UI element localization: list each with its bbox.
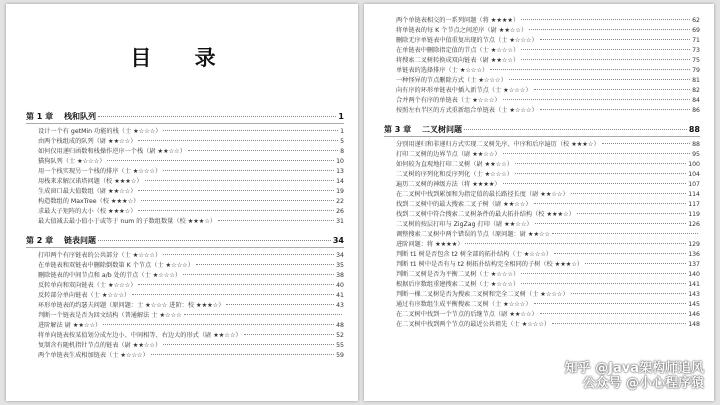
entry-title: 反转单向和双向链表（士 ★☆☆☆） bbox=[38, 282, 137, 289]
entry-page-number: 114 bbox=[688, 191, 700, 198]
leader-dots bbox=[552, 323, 686, 324]
entry-title: 由两个栈组成的队列（尉 ★★☆☆） bbox=[38, 138, 137, 145]
leader-dots bbox=[503, 183, 687, 184]
toc-entry bbox=[384, 250, 700, 260]
leader-dots bbox=[534, 303, 687, 304]
leader-dots bbox=[585, 263, 686, 264]
toc-entry bbox=[384, 310, 700, 320]
leader-dots bbox=[521, 49, 690, 50]
toc-entry bbox=[384, 66, 700, 76]
toc-entry bbox=[26, 147, 344, 157]
leader-dots bbox=[138, 140, 338, 141]
entry-title: 删除链表的中间节点和 a/b 处的节点（士 ★☆☆☆） bbox=[38, 272, 182, 279]
entry-page-number: 10 bbox=[336, 158, 344, 165]
entry-title: 生成窗口最大值数组（尉 ★★☆☆） bbox=[38, 188, 137, 195]
entry-page-number: 140 bbox=[688, 271, 700, 278]
toc-entry bbox=[384, 150, 700, 160]
toc-entry bbox=[384, 76, 700, 86]
chapter-heading bbox=[384, 123, 700, 137]
toc-entry bbox=[384, 240, 700, 250]
toc-entry bbox=[26, 341, 344, 351]
entry-page-number: 126 bbox=[688, 221, 700, 228]
entry-title: 设计一个有 getMin 功能的栈（士 ★☆☆☆） bbox=[38, 128, 162, 135]
entry-title: 二叉树的按层打印与 ZigZag 打印（尉 ★★☆☆） bbox=[396, 221, 533, 228]
toc-entry bbox=[26, 137, 344, 147]
entry-title: 构造数组的 MaxTree（校 ★★★☆） bbox=[38, 198, 140, 205]
leader-dots bbox=[465, 243, 686, 244]
watermark-line-1: 知乎 @Java架构师追风 bbox=[564, 361, 704, 376]
toc-page-right bbox=[364, 4, 714, 401]
leader-dots bbox=[503, 153, 691, 154]
toc-entry bbox=[26, 167, 344, 177]
entry-title: 如何较为直观地打印二叉树（尉 ★★☆☆） bbox=[396, 161, 513, 168]
leader-dots bbox=[163, 170, 334, 171]
entry-title: 在单链表和双链表中删除倒数第 K 个节点（士 ★☆☆☆） bbox=[38, 262, 194, 269]
entry-page-number: 100 bbox=[688, 161, 700, 168]
leader-dots bbox=[218, 220, 334, 221]
toc-entry bbox=[26, 197, 344, 207]
entry-page-number: 141 bbox=[688, 281, 700, 288]
entry-page-number: 136 bbox=[688, 251, 700, 258]
toc-entry bbox=[384, 320, 700, 330]
leader-dots bbox=[577, 213, 686, 214]
entry-page-number: 71 bbox=[692, 37, 700, 44]
leader-dots bbox=[107, 160, 334, 161]
entry-title: 将单向链表按某值划分成左边小、中间相等、右边大的形式（尉 ★★☆☆） bbox=[38, 332, 242, 339]
entry-title: 遍历二叉树的神级方法（将 ★★★★） bbox=[396, 181, 501, 188]
entry-title: 判断二叉树是否为平衡二叉树（士 ★☆☆☆） bbox=[396, 271, 520, 278]
entry-page-number: 40 bbox=[336, 282, 344, 289]
entry-title: 将单链表的每 K 个节点之间逆序（尉 ★★☆☆） bbox=[396, 27, 528, 34]
entry-title: 用一个栈实现另一个栈的排序（士 ★☆☆☆） bbox=[38, 168, 162, 175]
leader-dots bbox=[535, 223, 687, 224]
chapter-page-number: 34 bbox=[332, 236, 344, 245]
entry-page-number: 59 bbox=[336, 352, 344, 359]
entry-title: 两个单链表生成相加链表（士 ★☆☆☆） bbox=[38, 352, 149, 359]
chapter-number: 第 3 章 bbox=[384, 125, 412, 134]
toc-entry bbox=[26, 217, 344, 227]
leader-dots bbox=[103, 324, 334, 325]
entry-page-number: 146 bbox=[688, 311, 700, 318]
entry-title: 进阶解法 尉 ★★☆☆） bbox=[38, 322, 102, 329]
leader-dots bbox=[571, 193, 687, 194]
toc-entry bbox=[26, 251, 344, 261]
entry-page-number: 55 bbox=[336, 342, 344, 349]
toc-entry bbox=[384, 170, 700, 180]
toc-entry bbox=[26, 187, 344, 197]
leader-dots bbox=[503, 99, 691, 100]
entry-page-number: 88 bbox=[692, 141, 700, 148]
toc-entry bbox=[384, 300, 700, 310]
toc-entry bbox=[26, 281, 344, 291]
toc-entry bbox=[26, 177, 344, 187]
toc-entry bbox=[384, 106, 700, 116]
leader-dots bbox=[540, 109, 690, 110]
entry-title: 调整搜索二叉树中两个错误的节点（原问题：尉 ★★☆☆ bbox=[396, 231, 551, 238]
leader-dots bbox=[509, 79, 690, 80]
entry-title: 在二叉树中找到两个节点的最近公共祖先（士 ★☆☆☆） bbox=[396, 321, 551, 328]
entry-page-number: 62 bbox=[692, 17, 700, 24]
leader-dots bbox=[183, 274, 334, 275]
leader-dots bbox=[138, 190, 334, 191]
chapter-title: 链表问题 bbox=[64, 236, 96, 245]
entry-page-number: 117 bbox=[688, 201, 700, 208]
entry-title: 打印两个有序链表的公共部分（士 ★☆☆☆） bbox=[38, 252, 162, 259]
chapter-title: 二叉树问题 bbox=[422, 125, 462, 134]
chapter-heading bbox=[26, 234, 344, 248]
entry-title: 两个单链表相交的一系列问题（将 ★★★★） bbox=[396, 17, 520, 24]
toc-entry bbox=[26, 311, 344, 321]
leader-dots bbox=[163, 130, 338, 131]
chapter-title: 栈和队列 bbox=[64, 112, 96, 121]
entry-title: 一种怪异的节点删除方式（士 ★☆☆☆） bbox=[396, 77, 507, 84]
toc-entry bbox=[384, 26, 700, 36]
leader-dots bbox=[163, 254, 334, 255]
chapter-page-number: 88 bbox=[688, 125, 700, 134]
chapter-number: 第 1 章 bbox=[26, 112, 54, 121]
entry-page-number: 107 bbox=[688, 181, 700, 188]
leader-dots bbox=[521, 273, 686, 274]
entry-page-number: 41 bbox=[336, 292, 344, 299]
leader-dots bbox=[132, 294, 334, 295]
entry-title: 单链表的选择排序（士 ★☆☆☆） bbox=[396, 67, 489, 74]
entry-page-number: 8 bbox=[340, 148, 344, 155]
entry-title: 判断 t1 树中是否有与 t2 树拓扑结构完全相同的子树（校 ★★★☆） bbox=[396, 261, 584, 268]
entry-page-number: 69 bbox=[692, 27, 700, 34]
toc-entry bbox=[26, 207, 344, 217]
entry-page-number: 104 bbox=[688, 171, 700, 178]
entry-page-number: 82 bbox=[692, 87, 700, 94]
leader-dots bbox=[145, 180, 335, 181]
entry-title: 二叉树的序列化和反序列化（士 ★☆☆☆） bbox=[396, 171, 513, 178]
toc-entry bbox=[384, 46, 700, 56]
entry-title: 向有序的环形单链表中插入新节点（士 ★☆☆☆） bbox=[396, 87, 532, 94]
toc-entry bbox=[26, 291, 344, 301]
toc-entry bbox=[26, 157, 344, 167]
entry-title: 将搜索二叉树转换成双向链表（尉 ★★☆☆） bbox=[396, 57, 520, 64]
entry-title: 找到二叉树中的最大搜索二叉子树（尉 ★★☆☆） bbox=[396, 201, 532, 208]
entry-title: 判断一个链表是否为回文结构（普通解法 士 ★☆☆☆ bbox=[38, 312, 182, 319]
toc-entry bbox=[384, 180, 700, 190]
entry-page-number: 137 bbox=[688, 261, 700, 268]
leader-dots bbox=[521, 59, 690, 60]
leader-dots bbox=[98, 116, 336, 117]
leader-dots bbox=[138, 210, 334, 211]
entry-page-number: 79 bbox=[692, 67, 700, 74]
toc-entry bbox=[26, 127, 344, 137]
leader-dots bbox=[534, 203, 687, 204]
entry-title: 在二叉树中找到累加和为指定值的最长路径长度（尉 ★★☆☆） bbox=[396, 191, 569, 198]
entry-title: 找到二叉树中符合搜索二叉树条件的最大拓扑结构（校 ★★★☆） bbox=[396, 211, 575, 218]
toc-entry bbox=[26, 331, 344, 341]
leader-dots bbox=[602, 143, 691, 144]
entry-page-number: 19 bbox=[336, 188, 344, 195]
leader-dots bbox=[163, 344, 334, 345]
toc-entry bbox=[384, 160, 700, 170]
entry-title: 用栈来求解汉诺塔问题（校 ★★★☆） bbox=[38, 178, 143, 185]
chapter-heading bbox=[26, 110, 344, 124]
toc-entry bbox=[384, 280, 700, 290]
leader-dots bbox=[534, 89, 691, 90]
toc-entry bbox=[384, 86, 700, 96]
leader-dots bbox=[529, 29, 690, 30]
toc-entry bbox=[384, 16, 700, 26]
leader-dots bbox=[571, 293, 687, 294]
entry-page-number: 119 bbox=[688, 211, 700, 218]
entry-title: 按照左右半区的方式重新组合单链表（士 ★☆☆☆） bbox=[396, 107, 538, 114]
leader-dots bbox=[540, 313, 686, 314]
leader-dots bbox=[552, 233, 698, 234]
toc-entry bbox=[26, 301, 344, 311]
entry-title: 环形单链表的约瑟夫问题（原问题：士 ★☆☆☆ 进阶：校 ★★★☆） bbox=[38, 302, 225, 309]
toc-entry bbox=[26, 261, 344, 271]
toc-title: 目 录 bbox=[130, 46, 234, 70]
leader-dots bbox=[151, 354, 334, 355]
entry-title: 反转部分单向链表（士 ★☆☆☆） bbox=[38, 292, 131, 299]
entry-title: 打印二叉树的边界节点（尉 ★★☆☆） bbox=[396, 151, 501, 158]
entry-page-number: 81 bbox=[692, 77, 700, 84]
leader-dots bbox=[138, 284, 334, 285]
entry-title: 复制含有随机指针节点的链表（尉 ★★☆☆） bbox=[38, 342, 162, 349]
entry-page-number: 145 bbox=[688, 301, 700, 308]
entry-page-number: 148 bbox=[688, 321, 700, 328]
entry-page-number: 129 bbox=[688, 241, 700, 248]
entry-page-number: 1 bbox=[340, 128, 344, 135]
chapter-number: 第 2 章 bbox=[26, 236, 54, 245]
leader-dots bbox=[98, 240, 331, 241]
entry-page-number: 86 bbox=[692, 107, 700, 114]
entry-title: 如何仅用递归函数和栈操作逆序一个栈（尉 ★★☆☆） bbox=[38, 148, 186, 155]
entry-page-number: 31 bbox=[336, 218, 344, 225]
leader-dots bbox=[554, 253, 686, 254]
leader-dots bbox=[226, 304, 334, 305]
leader-dots bbox=[515, 173, 686, 174]
entry-page-number: 43 bbox=[336, 302, 344, 309]
toc-entry bbox=[384, 220, 700, 230]
entry-page-number: 26 bbox=[336, 208, 344, 215]
entry-page-number: 5 bbox=[340, 138, 344, 145]
entry-title: 通过有序数组生成平衡搜索二叉树（士 ★☆☆☆） bbox=[396, 301, 532, 308]
watermark bbox=[565, 361, 704, 391]
toc-entry bbox=[26, 321, 344, 331]
entry-title: 判断 t1 树是否包含 t2 树全部的拓扑结构（士 ★☆☆☆） bbox=[396, 251, 553, 258]
leader-dots bbox=[244, 334, 335, 335]
entry-page-number: 52 bbox=[336, 332, 344, 339]
entry-page-number: 95 bbox=[692, 151, 700, 158]
entry-title: 最大值减去最小值小于或等于 num 的子数组数量（校 ★★★☆） bbox=[38, 218, 217, 225]
toc-list-left bbox=[26, 108, 344, 361]
chapter-page-number: 1 bbox=[338, 112, 344, 121]
leader-dots bbox=[196, 264, 334, 265]
entry-page-number: 35 bbox=[336, 262, 344, 269]
toc-list-right bbox=[384, 16, 700, 330]
entry-page-number: 48 bbox=[336, 322, 344, 329]
leader-dots bbox=[141, 200, 334, 201]
entry-page-number: 75 bbox=[692, 57, 700, 64]
leader-dots bbox=[464, 129, 687, 130]
leader-dots bbox=[521, 19, 690, 20]
toc-entry bbox=[384, 56, 700, 66]
entry-title: 合并两个有序的单链表（士 ★☆☆☆） bbox=[396, 97, 501, 104]
toc-entry bbox=[384, 290, 700, 300]
entry-title: 在二叉树中找到一个节点的后继节点（尉 ★★☆☆） bbox=[396, 311, 538, 318]
entry-title: 删除无序单链表中值重复出现的节点（士 ★☆☆☆） bbox=[396, 37, 538, 44]
leader-dots bbox=[188, 150, 338, 151]
entry-page-number: 84 bbox=[692, 97, 700, 104]
entry-title: 求最大子矩阵的大小（校 ★★★☆） bbox=[38, 208, 137, 215]
entry-title: 分别用递归和非递归方式实现二叉树先序、中序和后序遍历（校 ★★★☆） bbox=[396, 141, 600, 148]
entry-page-number: 13 bbox=[336, 168, 344, 175]
entry-title: 根据后序数组重建搜索二叉树（士 ★☆☆☆） bbox=[396, 281, 520, 288]
leader-dots bbox=[184, 314, 342, 315]
toc-entry bbox=[384, 270, 700, 280]
toc-entry bbox=[384, 140, 700, 150]
entry-page-number: 143 bbox=[688, 291, 700, 298]
entry-title: 进阶问题：将 ★★★★） bbox=[396, 241, 464, 248]
entry-title: 猫狗队列（士 ★☆☆☆） bbox=[38, 158, 106, 165]
entry-page-number: 34 bbox=[336, 252, 344, 259]
leader-dots bbox=[521, 283, 686, 284]
toc-entry bbox=[384, 200, 700, 210]
leader-dots bbox=[540, 39, 690, 40]
entry-title: 在单链表中删除指定值的节点（士 ★☆☆☆） bbox=[396, 47, 520, 54]
toc-entry bbox=[384, 190, 700, 200]
toc-entry bbox=[26, 271, 344, 281]
entry-page-number: 73 bbox=[692, 47, 700, 54]
leader-dots bbox=[490, 69, 690, 70]
toc-entry bbox=[384, 36, 700, 46]
toc-entry bbox=[384, 230, 700, 240]
entry-page-number: 38 bbox=[336, 272, 344, 279]
toc-entry bbox=[384, 210, 700, 220]
entry-title: 判断一棵二叉树是否为搜索二叉树和完全二叉树（士 ★☆☆☆） bbox=[396, 291, 569, 298]
leader-dots bbox=[515, 163, 686, 164]
toc-entry bbox=[384, 96, 700, 106]
toc-page-left bbox=[6, 4, 358, 401]
toc-entry bbox=[26, 351, 344, 361]
watermark-line-2: 公众号 @小心程序猿 bbox=[582, 376, 704, 391]
entry-page-number: 22 bbox=[336, 198, 344, 205]
entry-page-number: 14 bbox=[336, 178, 344, 185]
toc-entry bbox=[384, 260, 700, 270]
